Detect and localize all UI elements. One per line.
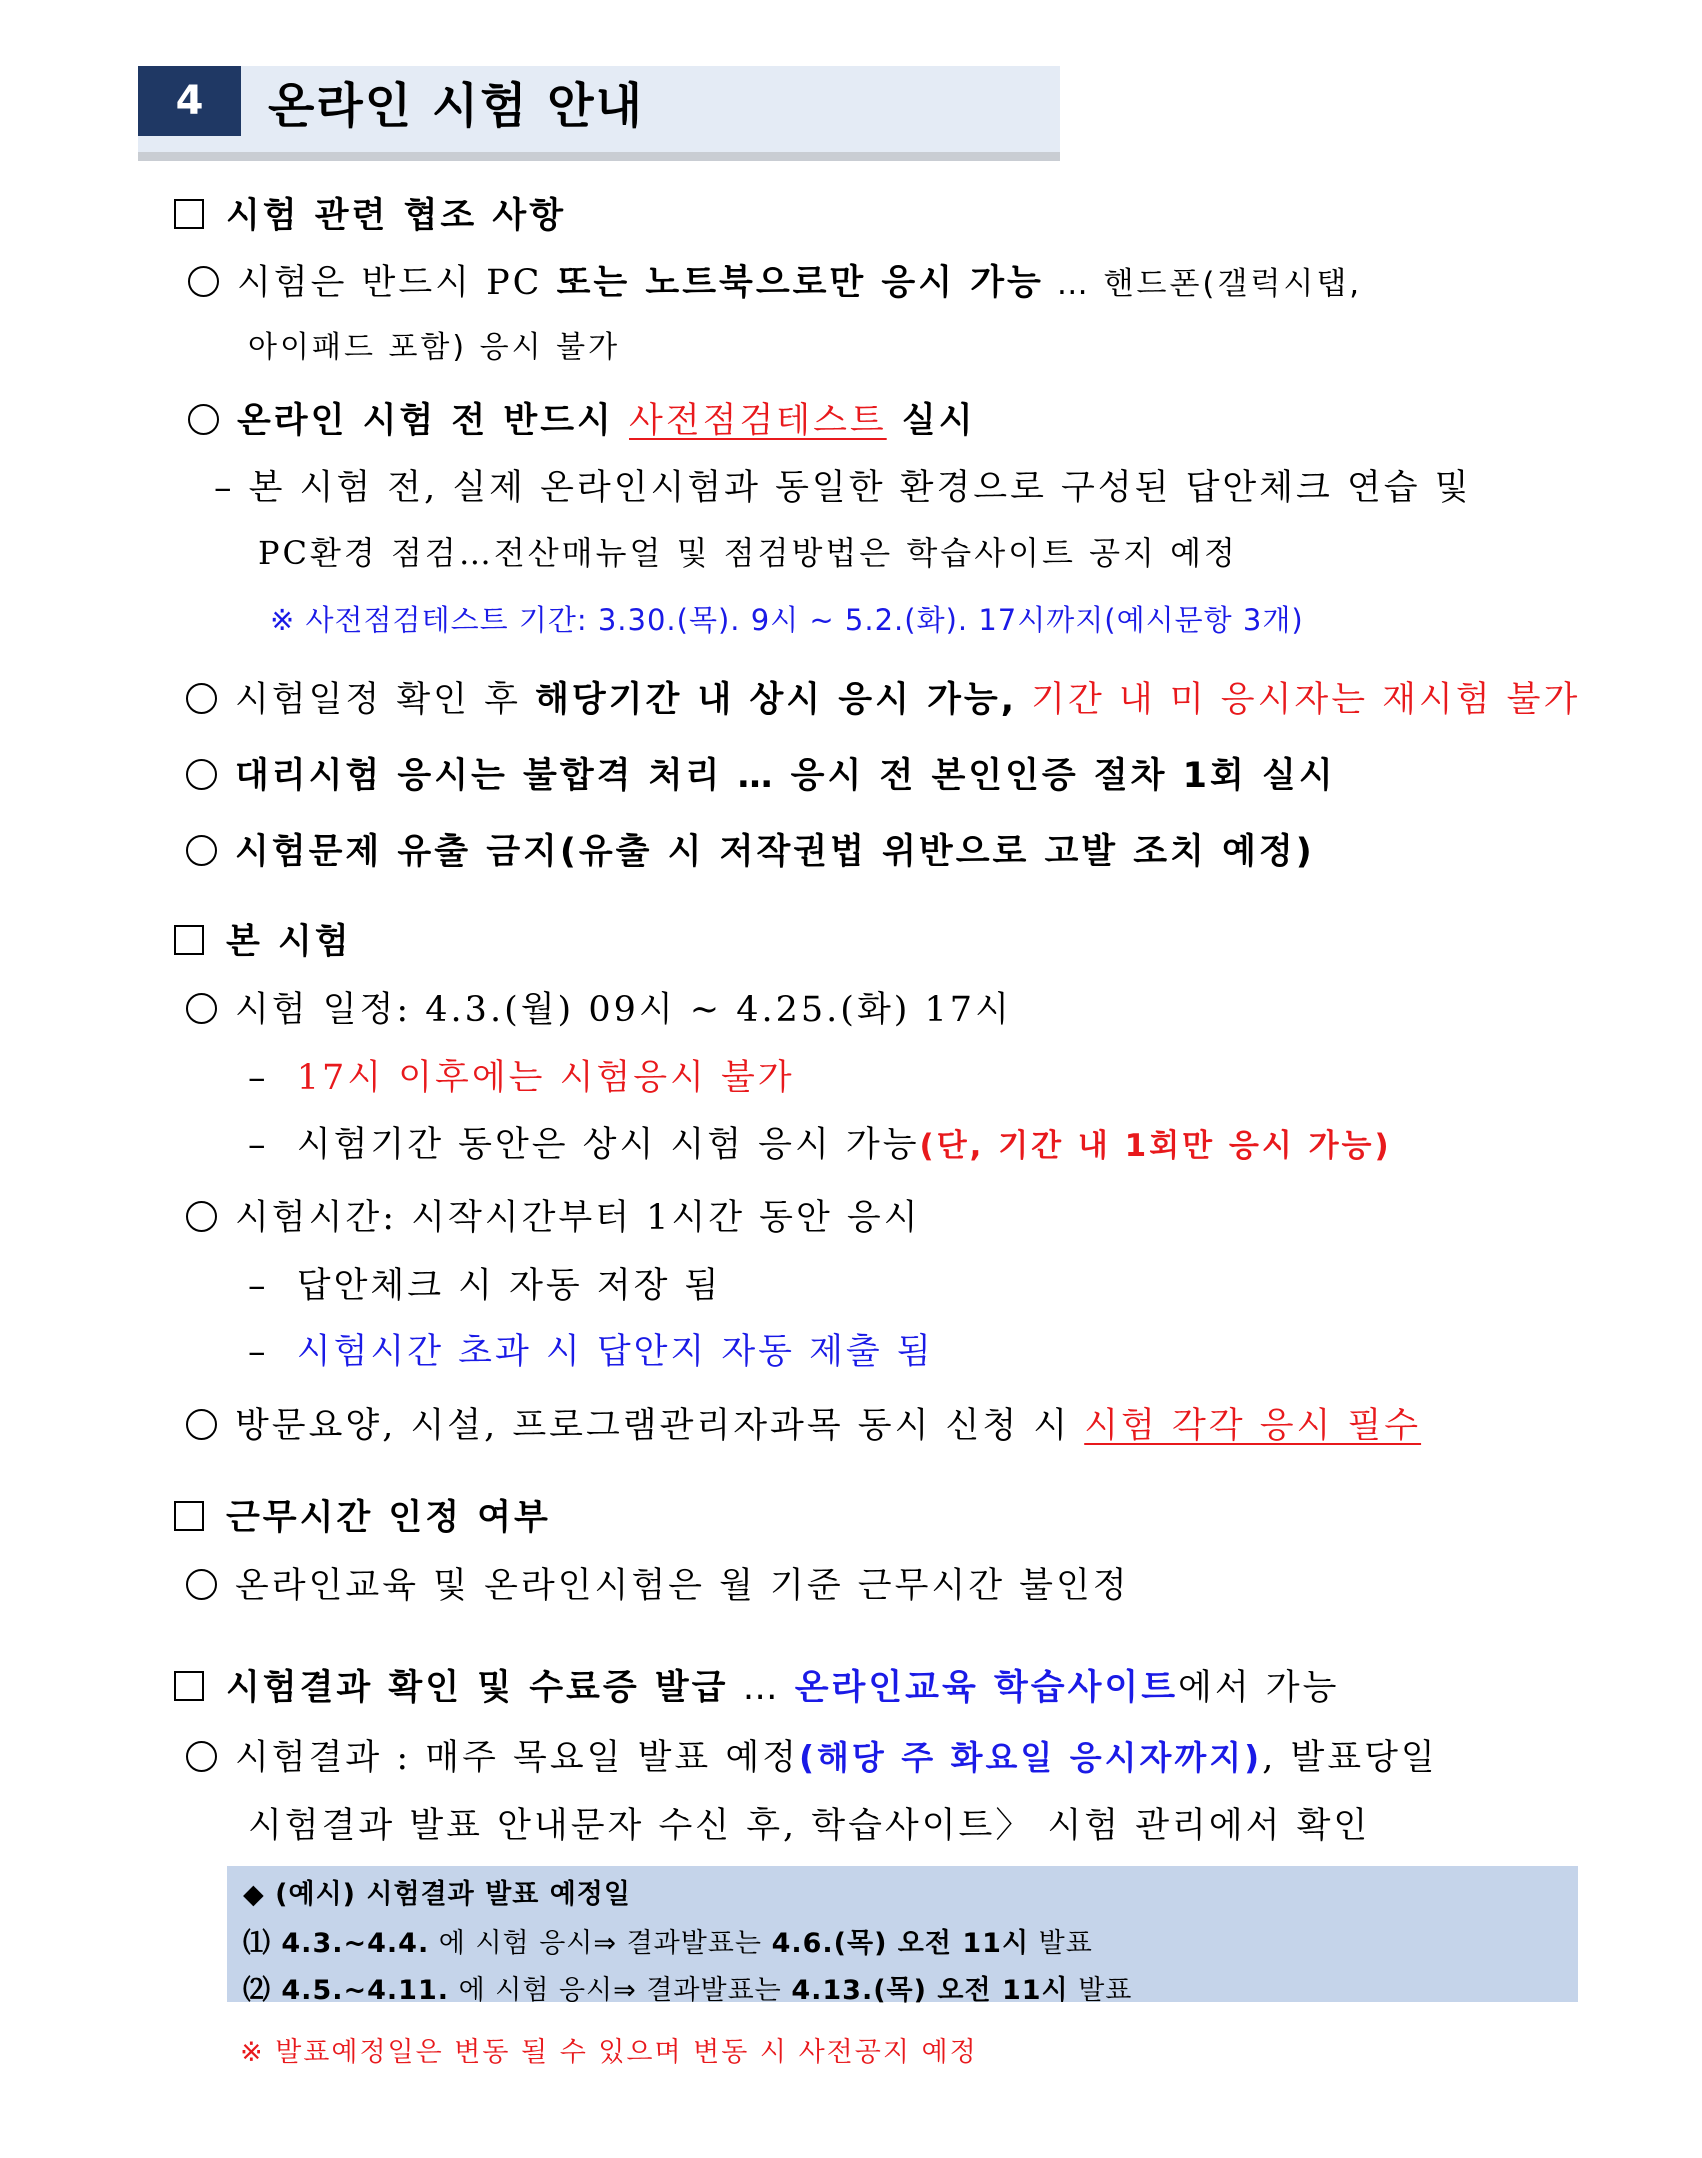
- circle-bullet-icon: [186, 1741, 217, 1772]
- footnote: ※ 발표예정일은 변동 될 수 있으며 변동 시 사전공지 예정: [240, 2037, 978, 2068]
- dash-autosave: – 답안체크 시 자동 저장 됨: [248, 1266, 722, 1306]
- bullet-results-announcement: 시험결과 : 매주 목요일 발표 예정(해당 주 화요일 응시자까지), 발표당일: [186, 1730, 1438, 1780]
- bullet-work-hours: 온라인교육 및 온라인시험은 월 기준 근무시간 불인정: [186, 1558, 1130, 1608]
- circle-bullet-icon: [186, 759, 217, 790]
- circle-bullet-icon: [186, 1569, 217, 1600]
- dash-after-17: – 17시 이후에는 시험응시 불가: [248, 1058, 795, 1098]
- circle-bullet-icon: [186, 683, 217, 714]
- circle-bullet-icon: [186, 1409, 217, 1440]
- checkbox-square-icon: [174, 199, 204, 229]
- example-row-1: ⑴ 4.3.~4.4. 에 시험 응시⇒ 결과발표는 4.6.(목) 오전 11시 발표: [243, 1928, 1093, 1959]
- checkbox-square-icon: [174, 925, 204, 955]
- bullet-results-announcement-cont: 시험결과 발표 안내문자 수신 후, 학습사이트〉 시험 관리에서 확인: [248, 1806, 1371, 1846]
- bullet-exam-schedule: 시험 일정: 4.3.(월) 09시 ~ 4.25.(화) 17시: [186, 982, 1012, 1032]
- bullet-exam-time: 시험시간: 시작시간부터 1시간 동안 응시: [186, 1190, 921, 1240]
- section-title: 근무시간 인정 여부: [226, 1498, 551, 1538]
- bullet-schedule-check: 시험일정 확인 후 해당기간 내 상시 응시 가능, 기간 내 미 응시자는 재시험 불가: [186, 672, 1580, 722]
- section-title: 본 시험: [226, 922, 352, 962]
- section-title: 시험 관련 협조 사항: [226, 196, 567, 236]
- bullet-leak-ban: 시험문제 유출 금지(유출 시 저작권법 위반으로 고발 조치 예정): [186, 824, 1315, 874]
- bullet-pc-only-cont: 아이패드 포함) 응시 불가: [248, 330, 621, 365]
- dash-pretest-detail: – 본 시험 전, 실제 온라인시험과 동일한 환경으로 구성된 답안체크 연습 및: [214, 468, 1472, 508]
- page-title: 온라인 시험 안내: [268, 77, 644, 134]
- circle-bullet-icon: [188, 266, 219, 297]
- circle-bullet-icon: [186, 835, 217, 866]
- section-number-badge: 4: [138, 66, 241, 136]
- section-heading-cooperation: [174, 188, 566, 238]
- dash-pretest-detail-cont: PC환경 점검…전산매뉴얼 및 점검방법은 학습사이트 공지 예정: [258, 534, 1238, 572]
- circle-bullet-icon: [186, 993, 217, 1024]
- example-heading: ◆ (예시) 시험결과 발표 예정일: [243, 1879, 631, 1910]
- checkbox-square-icon: [174, 1501, 204, 1531]
- bullet-pc-only: 시험은 반드시 PC 또는 노트북으로만 응시 가능 … 핸드폰(갤럭시탭,: [188, 255, 1362, 305]
- example-row-2: ⑵ 4.5.~4.11. 에 시험 응시⇒ 결과발표는 4.13.(목) 오전 11시 발표: [243, 1975, 1133, 2006]
- dash-auto-submit: – 시험시간 초과 시 답안지 자동 제출 됨: [248, 1332, 934, 1372]
- circle-bullet-icon: [188, 404, 219, 435]
- circle-bullet-icon: [186, 1201, 217, 1232]
- bullet-pretest: 온라인 시험 전 반드시 사전점검테스트 실시: [188, 393, 976, 443]
- bullet-proxy-exam: 대리시험 응시는 불합격 처리 … 응시 전 본인인증 절차 1회 실시: [186, 748, 1336, 798]
- dash-anytime: – 시험기간 동안은 상시 시험 응시 가능(단, 기간 내 1회만 응시 가능): [248, 1125, 1392, 1165]
- section-heading-main-exam: [174, 914, 352, 964]
- pretest-period-note: ※ 사전점검테스트 기간: 3.30.(목). 9시 ~ 5.2.(화). 17시까지(예시문항 3개): [270, 603, 1304, 637]
- section-heading-work-hours: [174, 1490, 551, 1540]
- pretest-link-text: 사전점검테스트: [629, 401, 887, 441]
- section-heading-results: 시험결과 확인 및 수료증 발급 … 온라인교육 학습사이트에서 가능: [174, 1660, 1339, 1710]
- checkbox-square-icon: [174, 1671, 204, 1701]
- bullet-multiple-courses: 방문요양, 시설, 프로그램관리자과목 동시 신청 시 시험 각각 응시 필수: [186, 1398, 1421, 1448]
